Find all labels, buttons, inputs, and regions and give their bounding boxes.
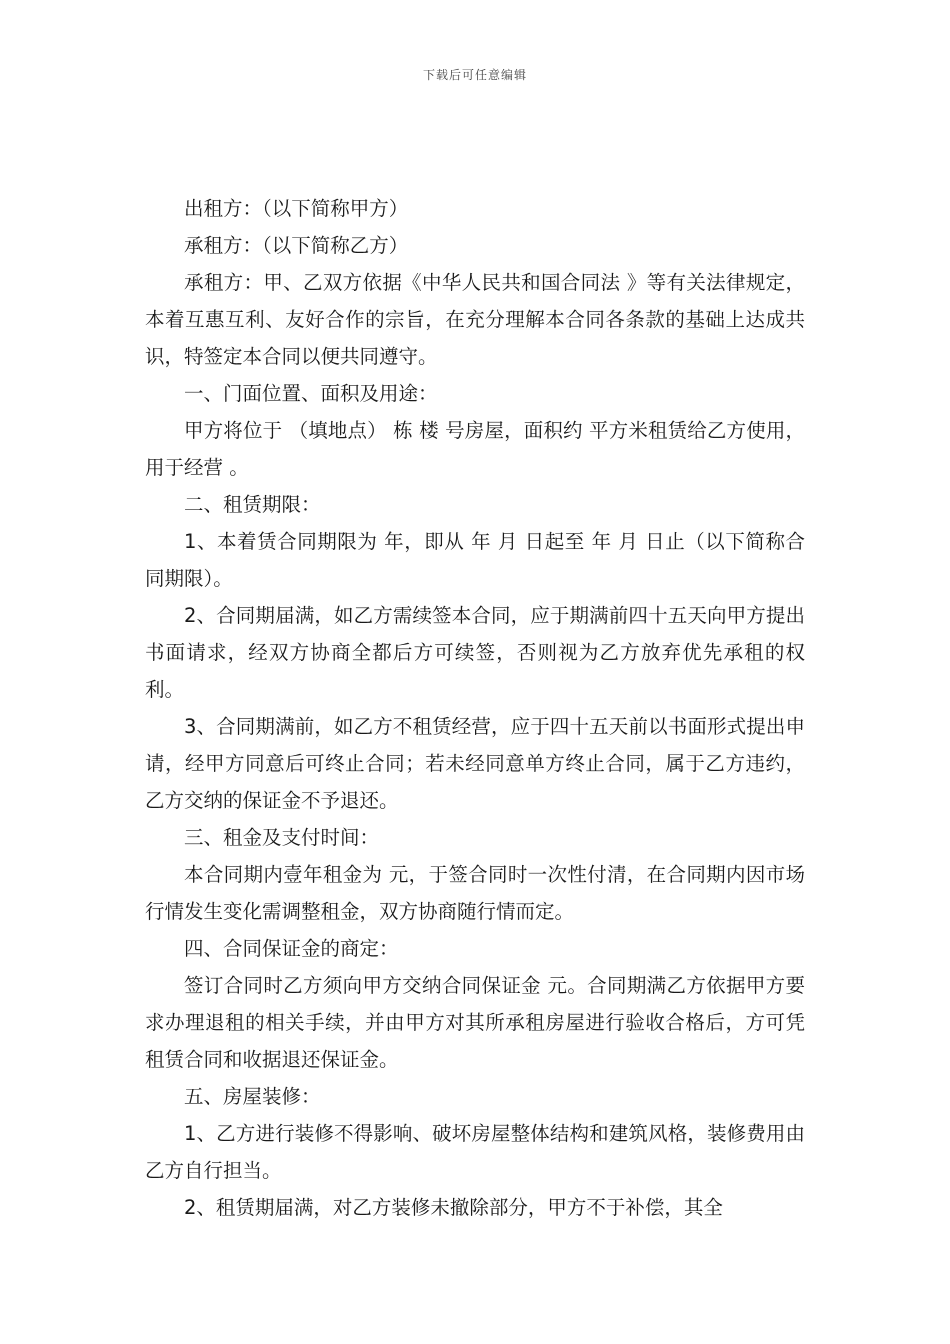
section-heading-4: 四、合同保证金的商定： [184, 937, 399, 960]
section-heading-2: 二、租赁期限： [184, 493, 321, 516]
section-3-paragraph: 本合同期内壹年租金为 元，于签合同时一次性付清，在合同期内因市场行情发生变化需调整租金，双方协商随行情而定。 [145, 863, 805, 923]
section-2-item-3: 3、合同期满前，如乙方不租赁经营，应于四十五天前以书面形式提出申请，经甲方同意后可终止合同；若未经同意单方终止合同，属于乙方违约，乙方交纳的保证金不予退还。 [145, 715, 805, 812]
party-b-line: 承租方：（以下简称乙方） [184, 234, 409, 257]
section-2-item-1: 1、本着赁合同期限为 年，即从 年 月 日起至 年 月 日止（以下简称合同期限）。 [145, 530, 805, 590]
preamble-paragraph: 承租方：甲、乙双方依据《中华人民共和国合同法 》等有关法律规定，本着互惠互利、友好合作的宗旨，在充分理解本合同各条款的基础上达成共识，特签定本合同以便共同遵守。 [145, 271, 805, 368]
party-a-line: 出租方：（以下简称甲方） [184, 197, 409, 220]
page-header-note: 下载后可任意编辑 [422, 68, 527, 82]
section-heading-1: 一、门面位置、面积及用途： [184, 382, 438, 405]
section-1-paragraph: 甲方将位于 （填地点） 栋 楼 号房屋，面积约 平方米租赁给乙方使用，用于经营 。 [145, 419, 805, 479]
section-5-item-1: 1、乙方进行装修不得影响、破坏房屋整体结构和建筑风格，装修费用由乙方自行担当。 [145, 1122, 805, 1182]
section-2-item-2: 2、合同期届满，如乙方需续签本合同，应于期满前四十五天向甲方提出书面请求，经双方协商全都后方可续签，否则视为乙方放弃优先承租的权利。 [145, 604, 805, 701]
section-heading-5: 五、房屋装修： [184, 1085, 321, 1108]
section-heading-3: 三、租金及支付时间： [184, 826, 380, 849]
section-4-paragraph: 签订合同时乙方须向甲方交纳合同保证金 元。合同期满乙方依据甲方要求办理退租的相关手续，并由甲方对其所承租房屋进行验收合格后，方可凭租赁合同和收据退还保证金。 [145, 974, 805, 1071]
section-5-item-2: 2、租赁期届满，对乙方装修未撤除部分，甲方不于补偿，其全 [184, 1196, 723, 1219]
contract-body [145, 190, 805, 1226]
